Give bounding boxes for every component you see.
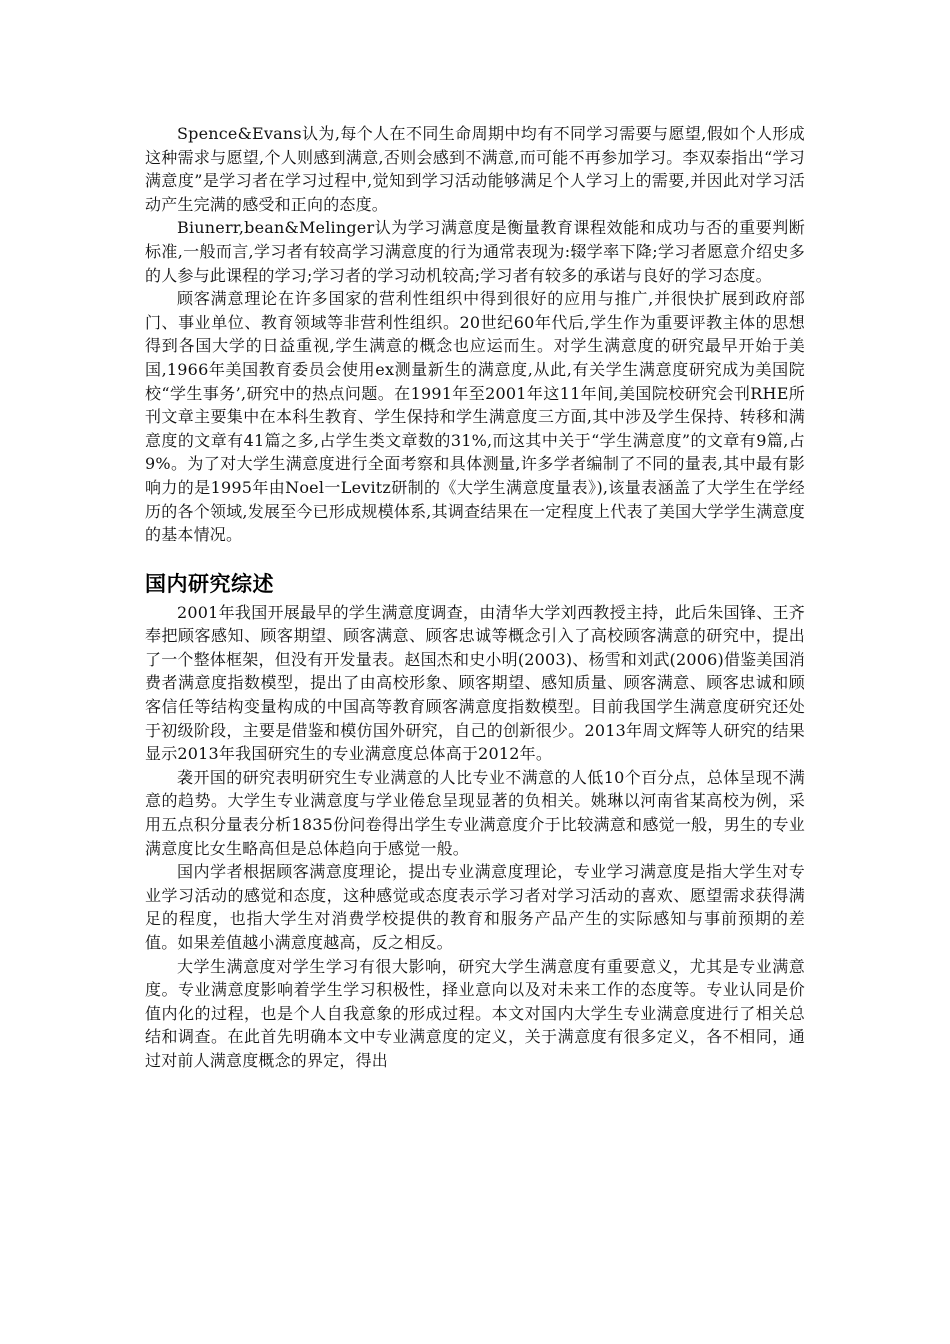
section-heading-domestic-review: 国内研究综述 xyxy=(145,571,274,596)
paragraph-customer-satisfaction-theory: 顾客满意理论在许多国家的营利性组织中得到很好的应用与推广,并很快扩展到政府部门、事业单位、教育领域等非营利性组织。20世纪60年代后,学生作为重要评教主体的思想得到各国大学的日益重视,学生满意的概念也应运而生。对学生满意度的研究最早开始于美国,1966年美国教育委员会使用ex测量新生的满意度,从此,有关学生满意度研究成为美国院校“学生事务’,研究中的热点问题。在1991年至2001年这11年间,美国院校研究会刊RHE所刊文章主要集中在本科生教育、学生保持和学生满意度三方面,其中涉及学生保持、转移和满意度的文章有41篇之多,占学生类文章数的31%,而这其中关于“学生满意度”的文章有9篇,占9%。为了对大学生满意度进行全面考察和具体测量,许多学者编制了不同的量表,其中最有影响力的是1995年由Noel一Levitz研制的《大学生满意度量表》),该量表涵盖了大学生在学经历的各个领域,发展至今已形成规模体系,其调查结果在一定程度上代表了美国大学学生满意度的基本情况。 xyxy=(145,289,805,545)
paragraph-major-satisfaction-theory: 国内学者根据顾客满意度理论，提出专业满意度理论，专业学习满意度是指大学生对专业学习活动的感觉和态度，这种感觉或态度表示学习者对学习活动的喜欢、愿望需求获得满足的程度，也指大学生对消费学校提供的教育和服务产品产生的实际感知与事前预期的差值。如果差值越小满意度越高，反之相反。 xyxy=(145,862,805,952)
document-body xyxy=(145,122,805,1073)
paragraph-significance: 大学生满意度对学生学习有很大影响，研究大学生满意度有重要意义，尤其是专业满意度。专业满意度影响着学生学习积极性，择业意向以及对未来工作的态度等。专业认同是价值内化的过程，也是个人自我意象的形成过程。本文对国内大学生专业满意度进行了相关总结和调查。在此首先明确本文中专业满意度的定义，关于满意度有很多定义，各不相同，通过对前人满意度概念的界定，得出 xyxy=(145,956,805,1070)
paragraph-biunerr: Biunerr,bean&Melinger认为学习满意度是衡量教育课程效能和成功与否的重要判断标准,一般而言,学习者有较高学习满意度的行为通常表现为:辍学率下降;学习者愿意介绍史多的人参与此课程的学习;学习者的学习动机较高;学习者有较多的承诺与良好的学习态度。 xyxy=(145,218,805,285)
paragraph-postgraduate-satisfaction: 袭开国的研究表明研究生专业满意的人比专业不满意的人低10个百分点，总体呈现不满意的趋势。大学生专业满意度与学业倦怠呈现显著的负相关。姚琳以河南省某高校为例，采用五点积分量表分析1835份问卷得出学生专业满意度介于比较满意和感觉一般，男生的专业满意度比女生略高但是总体趋向于感觉一般。 xyxy=(145,767,805,858)
paragraph-spence-evans: Spence&Evans认为,每个人在不同生命周期中均有不同学习需要与愿望,假如个人形成这种需求与愿望,个人则感到满意,否则会感到不满意,而可能不再参加学习。李双泰指出“学习满意度”是学习者在学习过程中,觉知到学习活动能够满足个人学习上的需要,并因此对学习活动产生完满的感受和正向的态度。 xyxy=(145,124,805,214)
paragraph-domestic-survey-2001: 2001年我国开展最早的学生满意度调查，由清华大学刘西教授主持，此后朱国锋、王齐奉把顾客感知、顾客期望、顾客满意、顾客忠诚等概念引入了高校顾客满意的研究中，提出了一个整体框架，但没有开发量表。赵国杰和史小明(2003)、杨雪和刘武(2006)借鉴美国消费者满意度指数模型，提出了由高校形象、顾客期望、感知质量、顾客满意、顾客忠诚和顾客信任等结构变量构成的中国高等教育顾客满意度指数模型。目前我国学生满意度研究还处于初级阶段，主要是借鉴和模仿国外研究，自己的创新很少。2013年周文辉等人研究的结果显示2013年我国研究生的专业满意度总体高于2012年。 xyxy=(145,602,805,764)
